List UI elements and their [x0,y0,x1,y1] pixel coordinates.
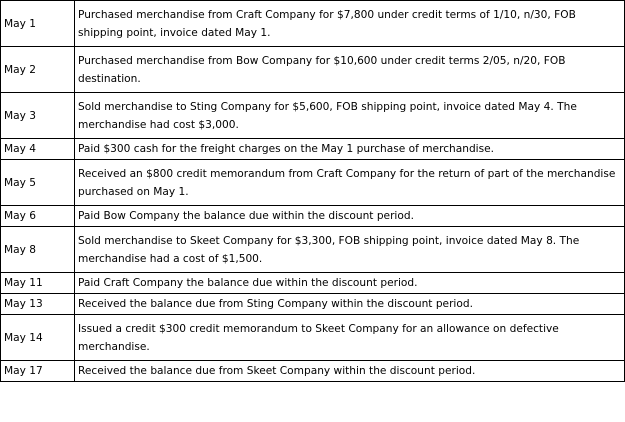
table-row [1,47,625,93]
transaction-date: May 11 [1,273,75,294]
transaction-description: Purchased merchandise from Craft Company for $7,800 under credit terms of 1/10, n/30, FOB shipping point, invoice dated May 1. [75,1,625,47]
transaction-date: May 2 [1,47,75,93]
transaction-description: Paid $300 cash for the freight charges on the May 1 purchase of merchandise. [75,139,625,160]
transaction-description: Received the balance due from Sting Company within the discount period. [75,294,625,315]
transaction-date: May 5 [1,160,75,206]
table-row [1,160,625,206]
table-row [1,1,625,47]
transaction-description: Paid Craft Company the balance due within the discount period. [75,273,625,294]
transaction-description: Received an $800 credit memorandum from Craft Company for the return of part of the merchandise purchased on May 1. [75,160,625,206]
table-row [1,315,625,361]
table-row [1,206,625,227]
table-row [1,227,625,273]
transaction-date: May 4 [1,139,75,160]
transaction-date: May 6 [1,206,75,227]
transaction-description: Purchased merchandise from Bow Company for $10,600 under credit terms 2/05, n/20, FOB destination. [75,47,625,93]
transaction-description: Sold merchandise to Skeet Company for $3,300, FOB shipping point, invoice dated May 8. The merchandise had a cost of $1,500. [75,227,625,273]
transaction-date: May 1 [1,1,75,47]
table-row [1,139,625,160]
table-row [1,294,625,315]
transaction-description: Received the balance due from Skeet Company within the discount period. [75,361,625,382]
transaction-date: May 14 [1,315,75,361]
transaction-date: May 8 [1,227,75,273]
transaction-date: May 13 [1,294,75,315]
table-row [1,361,625,382]
transaction-date: May 17 [1,361,75,382]
transaction-description: Paid Bow Company the balance due within the discount period. [75,206,625,227]
transaction-description: Issued a credit $300 credit memorandum to Skeet Company for an allowance on defective merchandise. [75,315,625,361]
table-row [1,273,625,294]
transaction-date: May 3 [1,93,75,139]
transaction-description: Sold merchandise to Sting Company for $5,600, FOB shipping point, invoice dated May 4. The merchandise had cost $3,000. [75,93,625,139]
table-row [1,93,625,139]
